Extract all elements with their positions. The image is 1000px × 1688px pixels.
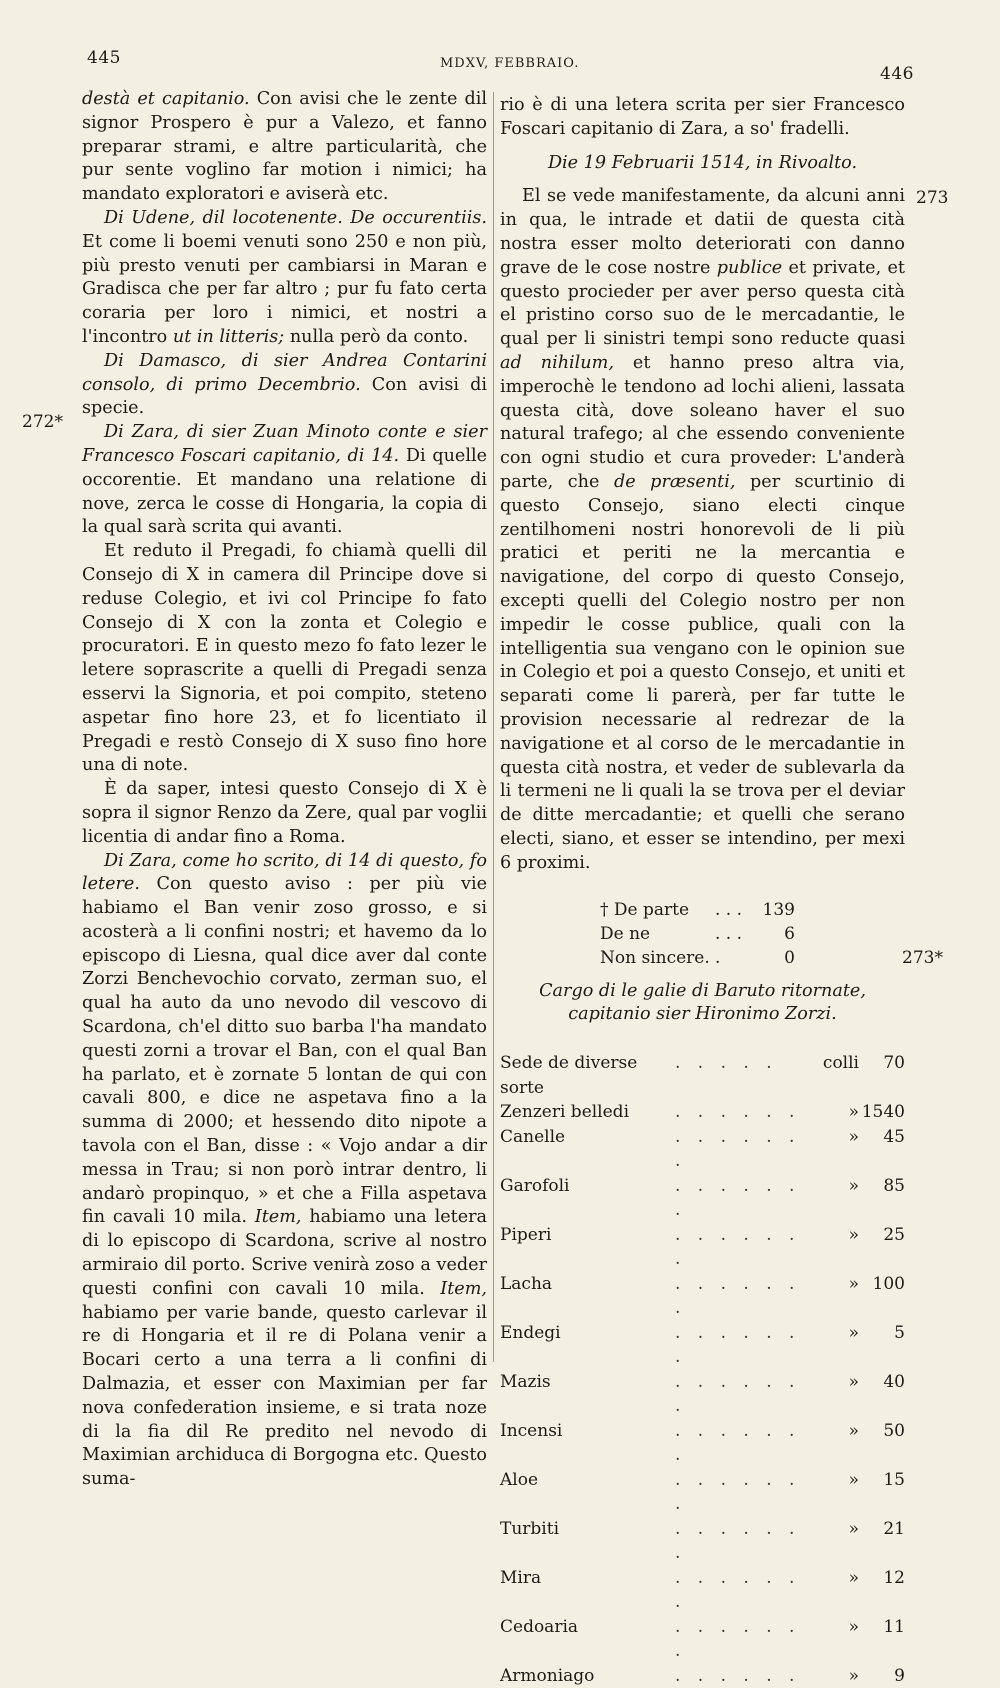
- cargo-row: Incensi . . . . . . . » 50: [500, 1420, 905, 1466]
- paragraph-sumario: rio è di una letera scrita per sier Francesco Foscari capitanio di Zara, a so' fradelli.: [500, 95, 905, 139]
- cargo-row: Garofoli . . . . . . . » 85: [500, 1175, 905, 1221]
- paragraph-zara-1: Di Zara, di sier Zuan Minoto conte e sier Francesco Foscari capitanio, di 14. Di quelle occorentie. Et mandano una relatione di nove, zerca le cosse di Hongaria, la copia di la qual sarà scrita qui avanti.: [82, 422, 487, 538]
- paragraph-udene: Di Udene, dil locotenente. De occurentiis. Et come li boemi venuti sono 250 e non più, più presto venuti per cambiarsi in Maran e Gradisca che per far altro ; pur fu fato certa coraria per loro i nimici, et nostri a l'incontro ut in litteris; nulla però da conto.: [82, 207, 487, 347]
- cargo-row: Endegi . . . . . . . » 5: [500, 1322, 905, 1368]
- heading-die-19: Die 19 Februarii 1514, in Rivoalto.: [547, 152, 858, 173]
- page-number-left: 445: [87, 48, 121, 68]
- page-number-right: 446: [880, 64, 914, 84]
- paragraph-renzo: È da saper, intesi questo Consejo di X è sopra il signor Renzo da Zere, qual par voglii licentia di andar fino a Roma.: [82, 779, 487, 847]
- left-column: [82, 88, 487, 1492]
- paragraph-pregadi: Et reduto il Pregadi, fo chiamà quelli dil Consejo di X in camera dil Principe dove si reduse Colegio, et ivi col Principe fo fato Consejo di X con la zonta et Colegio e procuratori. E in questo mezo fo fato lezer le letere soprascrite a quelli di Pregadi senza esservi la Signoria, et poi compito, steteno aspetar fino hore 23, et fo licentiato il Pregadi e restò Consejo di X suso fino hore una di note.: [82, 541, 487, 776]
- column-divider: [493, 92, 494, 1362]
- vote-row: De ne . . . 6: [600, 923, 795, 944]
- paragraph-1: destà et capitanio. Con avisi che le zente dil signor Prospero è pur a Valezo, et fanno preparar strami, e altre particularità, che pur sente voglino far motion i nimici; ha mandato exploratori e aviserà etc.: [82, 89, 487, 205]
- cargo-row: Mazis . . . . . . . » 40: [500, 1371, 905, 1417]
- margin-note-272: 272*: [22, 412, 63, 432]
- vote-row: † De parte . . . 139: [600, 899, 795, 920]
- cargo-row: Lacha . . . . . . . » 100: [500, 1273, 905, 1319]
- cargo-row: Canelle . . . . . . . » 45: [500, 1126, 905, 1172]
- cargo-row: Cedoaria . . . . . . . » 11: [500, 1616, 905, 1662]
- paragraph-damasco: Di Damasco, di sier Andrea Contarini consolo, di primo Decembrio. Con avisi di specie.: [82, 350, 488, 419]
- margin-note-273b: 273*: [902, 948, 943, 968]
- vote-tally: [600, 898, 905, 970]
- cargo-row: Piperi . . . . . . . » 25: [500, 1224, 905, 1270]
- running-header: MDXV, FEBBRAIO.: [440, 56, 580, 71]
- cargo-list: [500, 1051, 905, 1688]
- cargo-row: Zenzeri belledi . . . . . . » 1540: [500, 1102, 905, 1123]
- cargo-row: Aloe . . . . . . . » 15: [500, 1469, 905, 1515]
- heading-cargo: Cargo di le galie di Baruto ritornate, capitanio sier Hironimo Zorzi.: [539, 980, 866, 1025]
- margin-note-273: 273: [916, 188, 949, 208]
- paragraph-decree: El se vede manifestamente, da alcuni anni in qua, le intrade et datii de questa cità nostra esser molto deteriorati con danno grave de le cose nostre publice et private, et questo procieder per aver perso questa cità el pristino corso suo de le mercadantie, le qual per li sinistri tempi sono reducte quasi ad nihilum, et hanno preso altra via, imperochè le tendono ad lochi alieni, lassata questa cità, dove soleano haver el suo natural trafego; al che essendo conveniente con ogni studio et cura proveder: L'anderà parte, che de præsenti, per scurtinio di questo Consejo, siano electi cinque zentilhomeni nostri honorevoli de li più pratici et periti ne la mercantia e navigatione, del corpo di questo Consejo, excepti quelli del Colegio nostro per non impedir le cosse publice, quali con la intelligentia sua vengano con le opinion sue in Colegio et poi a questo Consejo, et uniti et separati come li parerà, per far tutte le provision necessarie al redrezar de la navigatione et al corso de le mercadantie in questa cità nostra, et veder de sublevarla da li termeni ne li quali la se trova per el deviar de ditte mercadantie; et quelli che serano electi, siano, et esser se intendino, per mexi 6 proximi.: [500, 186, 906, 873]
- vote-row: Non sincere. . 0: [600, 947, 795, 968]
- cargo-row: Sede de diverse sorte . . . . . colli 70: [500, 1053, 905, 1098]
- cargo-row: Turbiti . . . . . . . » 21: [500, 1518, 905, 1564]
- paragraph-zara-2: Di Zara, come ho scrito, di 14 di questo, fo letere. Con questo aviso : per più vie habiamo el Ban venir zoso grosso, e si acosterà a li confini nostri; et havemo da lo episcopo di Liesna, qual dice aver dal conte Zorzi Benchevochio corvato, zerman suo, el qual ha auto da uno nevodo dil vescovo di Scardona, ch'el ditto suo barba l'ha mandato questi zorni a trovar el Ban, con el qual Ban ha parlato, et è zornate 5 lontan de qui con cavali 800, e dice ne aspetava fino a la summa di 2000; et hessendo dito nipote a tavola con el Ban, disse : « Vojo andar a dir messa in Trau; si non porò intrar dentro, li andarò propinquo, » et che a Filla aspetava fin cavali 10 mila. Item, habiamo una letera di lo episcopo di Scardona, scrive al nostro armiraio dil porto. Scrive venirà zoso a veder questi confini con cavali 10 mila. Item, habiamo per varie bande, questo carlevar il re di Hongaria et il re di Polana venir a Bocari certo a una terra a li confini di Dalmazia, et esser con Maximian per far nova confederation insieme, e si trata noze di la fia dil Re predito nel nevodo di Maximian archiduca di Borgogna etc. Questo suma-: [82, 850, 488, 1490]
- cargo-row: Mira . . . . . . . » 12: [500, 1567, 905, 1613]
- right-column: [500, 94, 905, 1688]
- cargo-row: Armoniago . . . . . . » 9: [500, 1665, 905, 1686]
